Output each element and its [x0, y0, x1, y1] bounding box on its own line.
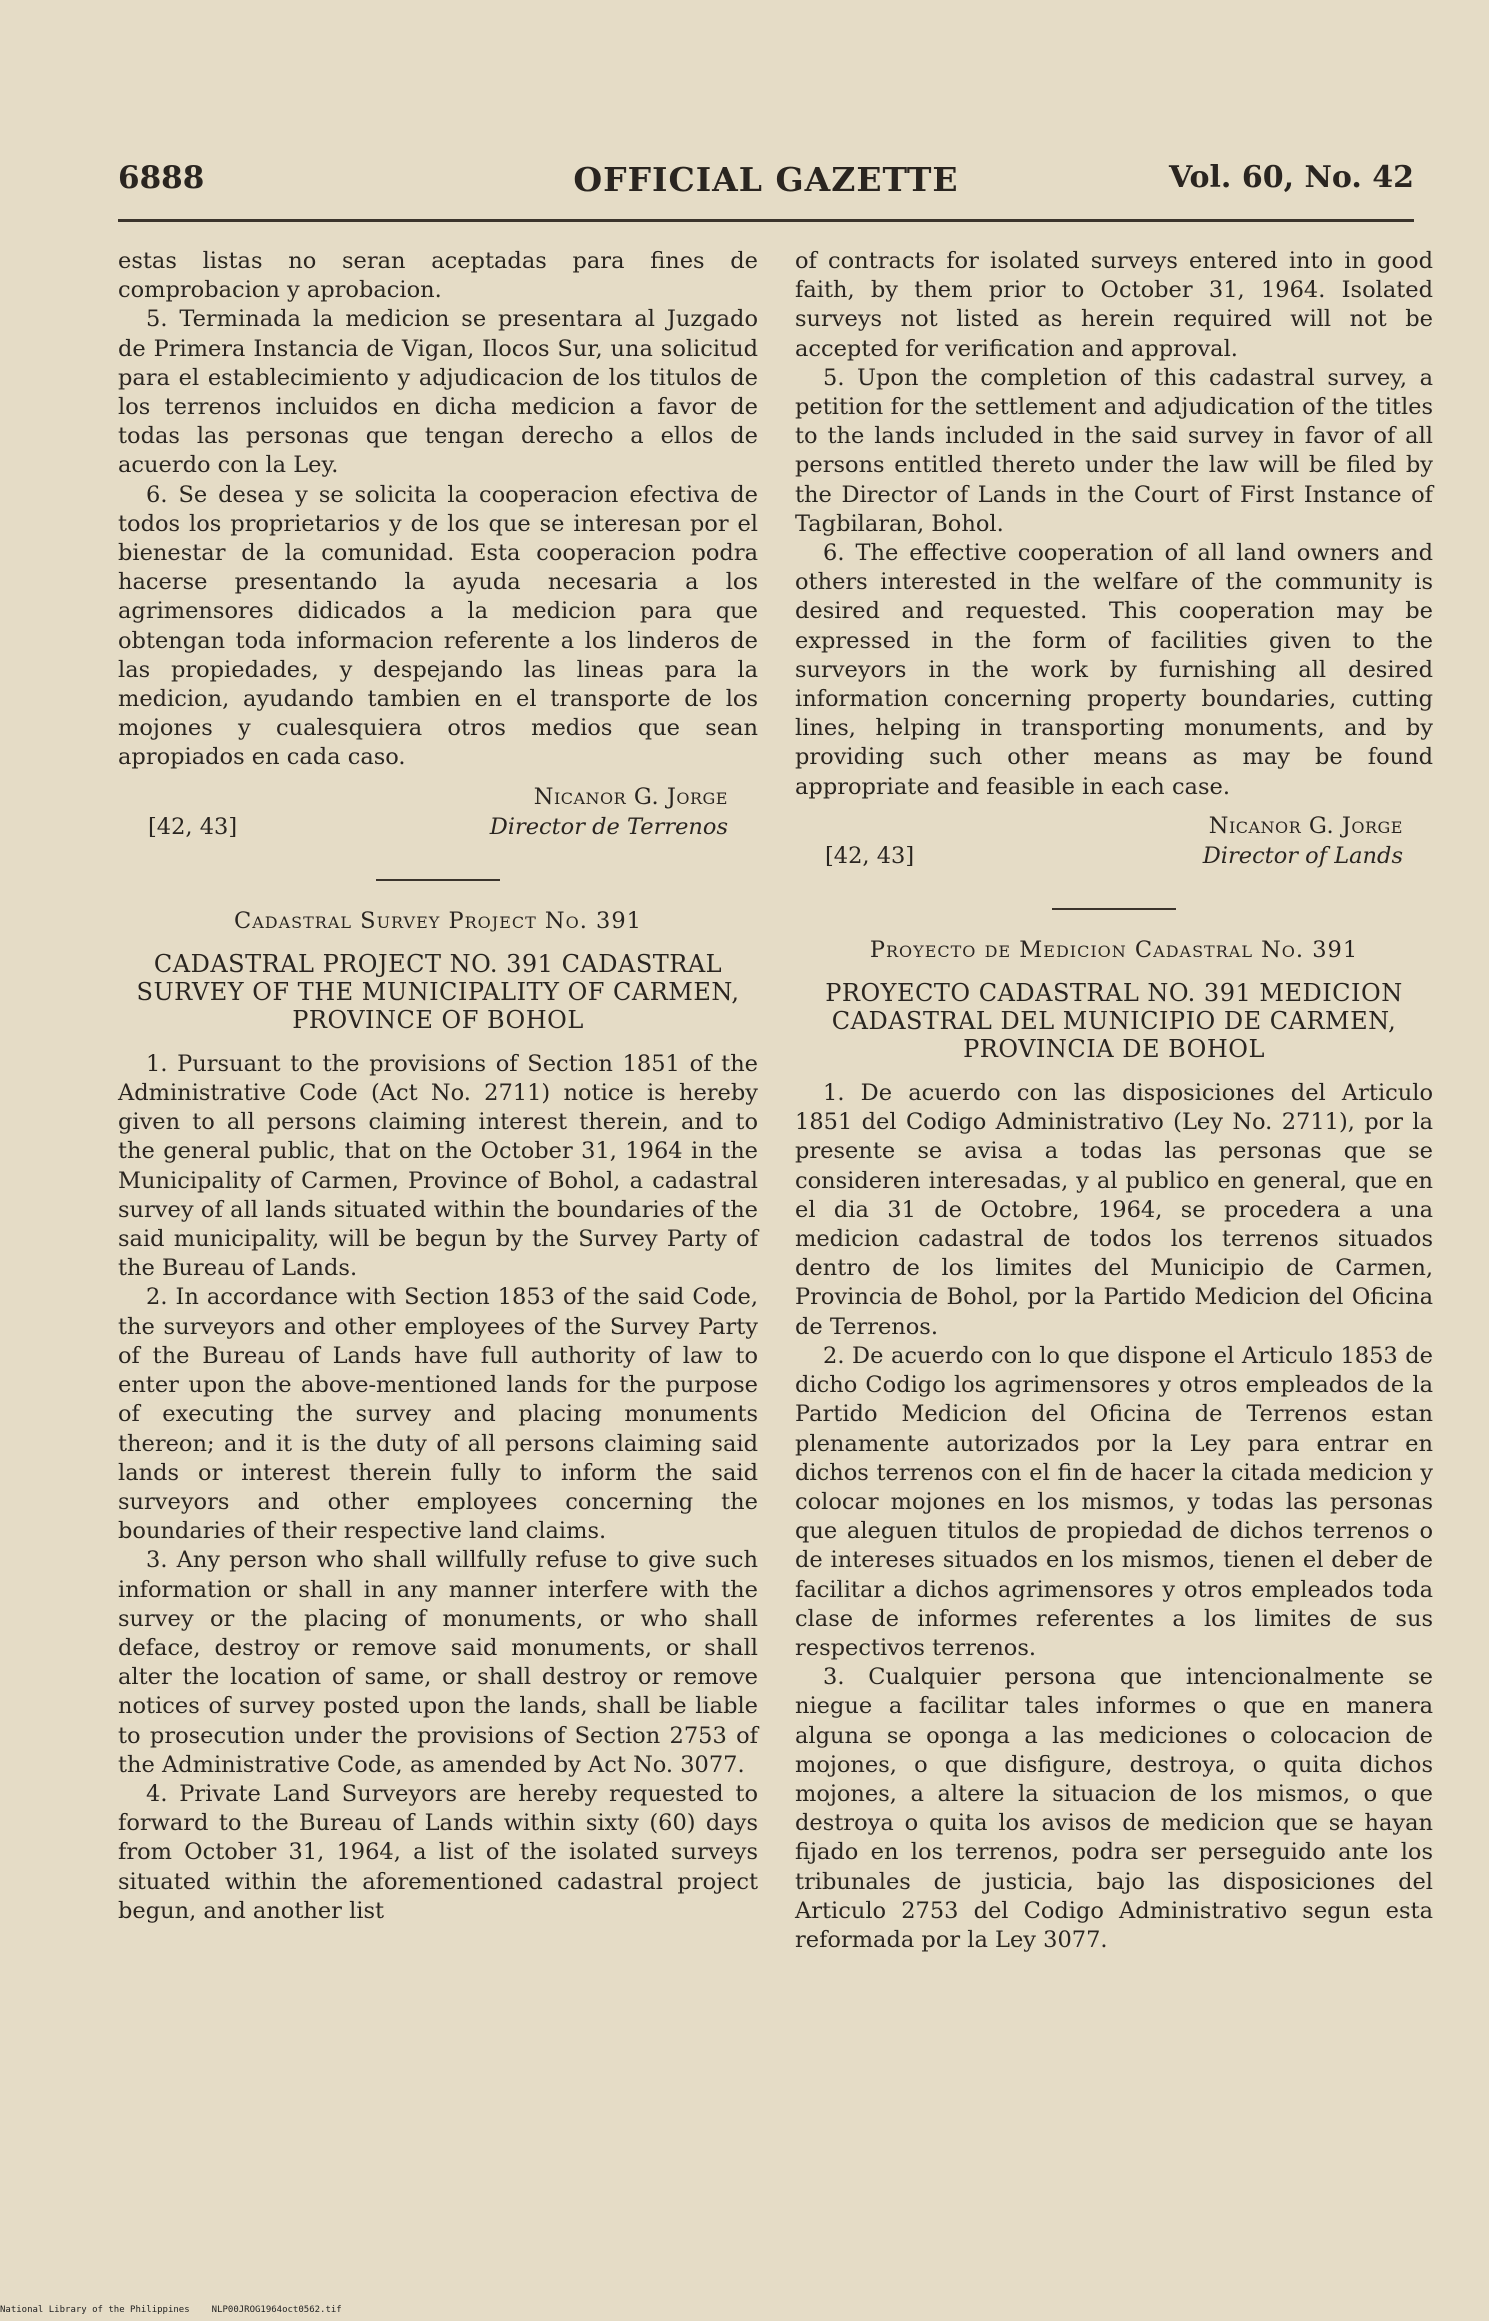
header-rule [118, 219, 1414, 222]
project-title: PROYECTO CADASTRAL NO. 391 MEDICION CADASTRAL DEL MUNICIPIO DE CARMEN, PROVINCIA DE BOHOL [825, 979, 1403, 1064]
scan-footer [0, 2305, 364, 2315]
page-number: 6888 [118, 160, 205, 196]
file-name: NLP00JROG1964oct0562.tif [211, 2305, 342, 2315]
paragraph-2-english: 2. In accordance with Section 1853 of the said Code, the surveyors and other employees of the Survey Party of the Bureau of Lands have full authority of law to enter upon the above-mentioned lands for the purpose of executing the survey and placing monuments thereon; and it is the duty of all persons claiming said lands or interest therein fully to inform the said surveyors and other employees concerning the boundaries of their respective land claims. [118, 1284, 758, 1545]
publication-title: OFFICIAL GAZETTE [573, 160, 959, 199]
paragraph-1-spanish: 1. De acuerdo con las disposiciones del Articulo 1851 del Codigo Administrativo (Ley No. 2711), por la presente se avisa a todas las personas que se consideren interesadas, y al publico en general, que en el dia 31 de Octobre, 1964, se procedera a una medicion cadastral de todos los terrenos situados dentro de los limites del Municipio de Carmen, Provincia de Bohol, por la Partido Medicion del Oficina de Terrenos. [795, 1080, 1433, 1340]
signature-name: Nicanor G. Jorge [1208, 812, 1403, 839]
right-column [795, 247, 1433, 1955]
paragraph-1-english: 1. Pursuant to the provisions of Section 1851 of the Administrative Code (Act No. 2711) notice is hereby given to all persons claiming interest therein, and to the general public, that on the October 31, 1964 in the Municipality of Carmen, Province of Bohol, a cadastral survey of all lands situated within the boundaries of the said municipality, will be begun by the Survey Party of the Bureau of Lands. [118, 1050, 758, 1282]
paragraph-continued: estas listas no seran aceptadas para fines de comprobacion y aprobacion. [118, 248, 758, 304]
left-column [118, 247, 758, 1926]
issue-reference: [42, 43] [825, 842, 915, 869]
project-title: CADASTRAL PROJECT NO. 391 CADASTRAL SURVEY OF THE MUNICIPALITY OF CARMEN, PROVINCE OF BOHOL [136, 949, 740, 1034]
paragraph-5-english: 5. Upon the completion of this cadastral survey, a petition for the settlement and adjudication of the titles to the lands included in the said survey in favor of all persons entitled thereto under the law will be filed by the Director of Lands in the Court of First Instance of Tagbilaran, Bohol. [795, 364, 1433, 537]
paragraph-5-spanish: 5. Terminada la medicion se presentara al Juzgado de Primera Instancia de Vigan, Ilocos Sur, una solicitud para el establecimiento y adjudicacion de los titulos de los terrenos incluidos en dicha medicion a favor de todas las personas que tengan derecho a ellos de acuerdo con la Ley. [118, 306, 758, 479]
project-label: Proyecto de Medicion Cadastral No. 391 [869, 936, 1359, 963]
paragraph-3-spanish: 3. Cualquier persona que intencionalmente se niegue a facilitar tales informes o que en manera alguna se oponga a las mediciones o colocacion de mojones, o que disfigure, destroya, o quita dichos mojones, a altere la situacion de los mismos, o que destroya o quita los avisos de medicion que se hayan fijado en los terrenos, podra ser perseguido ante los tribunales de justicia, bajo las disposiciones del Articulo 2753 del Codigo Administrativo segun esta reformada por la Ley 3077. [795, 1664, 1433, 1953]
section-divider [1052, 908, 1176, 910]
signature-block [118, 783, 758, 855]
signature-name: Nicanor G. Jorge [533, 783, 728, 810]
library-credit: National Library of the Philippines [0, 2305, 190, 2315]
paragraph-2-spanish: 2. De acuerdo con lo que dispone el Articulo 1853 de dicho Codigo los agrimensores y otros empleados de la Partido Medicion del Oficina de Terrenos estan plenamente autorizados por la Ley para entrar en dichos terrenos con el fin de hacer la citada medicion y colocar mojones en los mismos, y todas las personas que aleguen titulos de propiedad de dichos terrenos o de intereses situados en los mismos, tienen el deber de facilitar a dichos agrimensores y otros empleados toda clase de informes referentes a los limites de sus respectivos terrenos. [795, 1342, 1433, 1661]
page-header [118, 160, 1414, 206]
issue-reference: [42, 43] [148, 813, 238, 840]
paragraph-6-spanish: 6. Se desea y se solicita la cooperacion efectiva de todos los proprietarios y de los que se interesan por el bienestar de la comunidad. Esta cooperacion podra hacerse presentando la ayuda necesaria a los agrimensores didicados a la medicion para que obtengan toda informacion referente a los linderos de las propiedades, y despejando las lineas para la medicion, ayudando tambien en el transporte de los mojones y cualesquiera otros medios que sean apropiados en cada caso. [118, 481, 758, 771]
volume-number: Vol. 60, No. 42 [1169, 160, 1414, 195]
signature-title: Director de Terrenos [489, 813, 728, 840]
project-label: Cadastral Survey Project No. 391 [233, 907, 642, 934]
paragraph-6-english: 6. The effective cooperation of all land owners and others interested in the welfare of the community is desired and requested. This cooperation may be expressed in the form of facilities given to the surveyors in the work by furnishing all desired information concerning property boundaries, cutting lines, helping in transporting monuments, and by providing such other means as may be found appropriate and feasible in each case. [795, 540, 1433, 800]
paragraph-continued: of contracts for isolated surveys entered into in good faith, by them prior to October 31, 1964. Isolated surveys not listed as herein required will not be accepted for verification and approval. [795, 248, 1433, 362]
paragraph-4-english: 4. Private Land Surveyors are hereby requested to forward to the Bureau of Lands within sixty (60) days from October 31, 1964, a list of the isolated surveys situated within the aforementioned cadastral project begun, and another list [118, 1780, 758, 1924]
signature-block [795, 812, 1433, 884]
section-divider [376, 879, 500, 881]
paragraph-3-english: 3. Any person who shall willfully refuse to give such information or shall in any manner interfere with the survey or the placing of monuments, or who shall deface, destroy or remove said monuments, or shall alter the location of same, or shall destroy or remove notices of survey posted upon the lands, shall be liable to prosecution under the provisions of Section 2753 of the Administrative Code, as amended by Act No. 3077. [118, 1547, 758, 1778]
signature-title: Director of Lands [1202, 842, 1403, 869]
